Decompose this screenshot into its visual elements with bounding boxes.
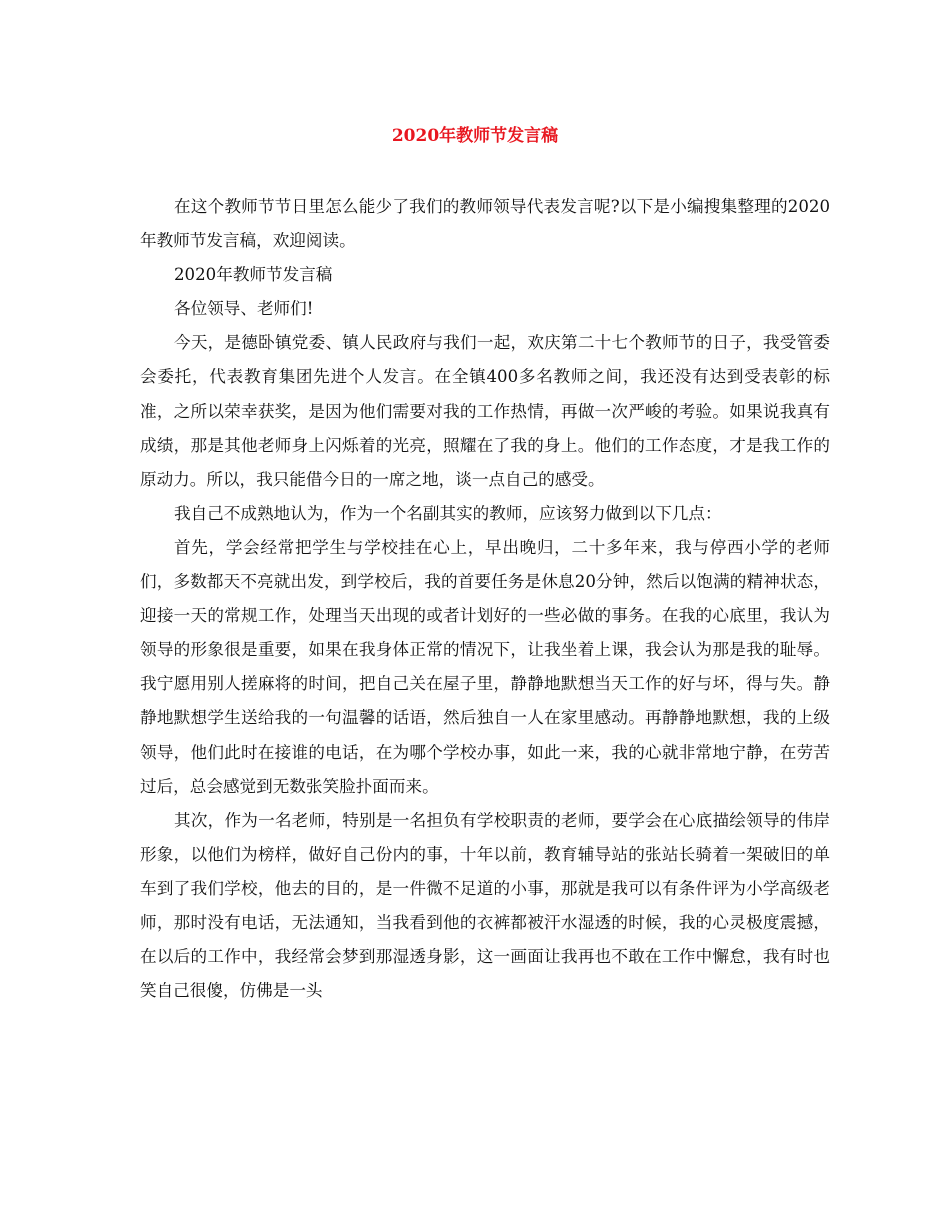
salutation: 各位领导、老师们!	[174, 299, 314, 319]
body-paragraph: 今天，是德卧镇党委、镇人民政府与我们一起，欢庆第二十七个教师节的日子，我受管委会委托，代表教育集团先进个人发言。在全镇400多名教师之间，我还没有达到受表彰的标准，之所以荣幸获奖，是因为他们需要对我的工作热情，再做一次严峻的考验。如果说我真有成绩，那是其他老师身上闪烁着的光亮，照耀在了我的身上。他们的工作态度，才是我工作的原动力。所以，我只能借今日的一席之地，谈一点自己的感受。	[140, 333, 830, 489]
body-paragraph: 我自己不成熟地认为，作为一个名副其实的教师，应该努力做到以下几点：	[174, 503, 722, 523]
intro-paragraph: 在这个教师节节日里怎么能少了我们的教师领导代表发言呢?以下是小编搜集整理的2020年教师节发言稿，欢迎阅读。	[140, 197, 830, 251]
body-paragraph: 其次，作为一名老师，特别是一名担负有学校职责的老师，要学会在心底描绘领导的伟岸形象，以他们为榜样，做好自己份内的事，十年以前，教育辅导站的张站长骑着一架破旧的单车到了我们学校，他去的目的，是一件微不足道的小事，那就是我可以有条件评为小学高级老师，那时没有电话，无法通知，当我看到他的衣裤都被汗水湿透的时候，我的心灵极度震撼，在以后的工作中，我经常会梦到那湿透身影，这一画面让我再也不敢在工作中懈怠，我有时也笑自己很傻，仿佛是一头	[140, 810, 830, 1001]
document-title: 2020年教师节发言稿	[391, 126, 559, 146]
document-body	[140, 190, 830, 1008]
speech-heading: 2020年教师节发言稿	[174, 265, 333, 285]
body-paragraph: 首先，学会经常把学生与学校挂在心上，早出晚归，二十多年来，我与停西小学的老师们，多数都天不亮就出发，到学校后，我的首要任务是休息20分钟，然后以饱满的精神状态，迎接一天的常规工作，处理当天出现的或者计划好的一些必做的事务。在我的心底里，我认为领导的形象很是重要，如果在我身体正常的情况下，让我坐着上课，我会认为那是我的耻辱。我宁愿用别人搓麻将的时间，把自己关在屋子里，静静地默想当天工作的好与坏，得与失。静静地默想学生送给我的一句温馨的话语，然后独自一人在家里感动。再静静地默想，我的上级领导，他们此时在接谁的电话，在为哪个学校办事，如此一来，我的心就非常地宁静，在劳苦过后，总会感觉到无数张笑脸扑面而来。	[140, 537, 830, 796]
